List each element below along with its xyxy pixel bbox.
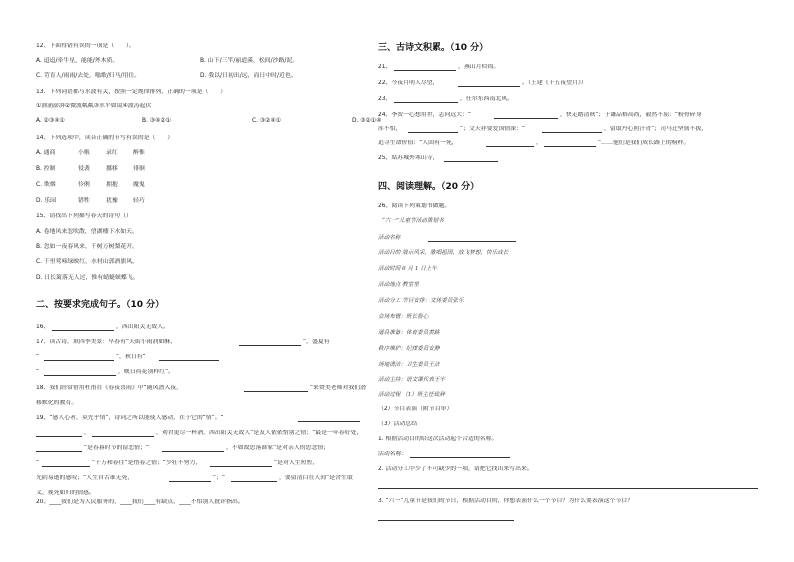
- plan-time: 活动时间 6 月 1 日上午: [378, 266, 437, 272]
- q24-line-2: 浑不怕，: [378, 126, 402, 132]
- q21-text: ，燕山月似钩。: [458, 64, 500, 70]
- q14-row-a-word-1: 小贩: [78, 150, 90, 156]
- q16-number: 16、: [36, 324, 50, 330]
- q21-blank[interactable]: [394, 70, 456, 71]
- q13-stem: 13、下列词语都与水波有关，按照一定规律排列，正确的一项是（ ）: [36, 89, 227, 95]
- q25-blank[interactable]: [444, 161, 498, 162]
- plan-process: 活动过程 （1）班主任致辞: [378, 392, 445, 398]
- q15-stem: 15、请找出下列描写春天的诗句（）: [36, 213, 132, 219]
- q22-line: 22、今夜月明人尽望，: [378, 80, 439, 86]
- q24-line-2-end: ，留取丹心照汗青”；司马迁坚韧不拔，: [604, 126, 708, 132]
- sub-q2: 2. 活动分工中少了不可缺少的一项，请把它找出来写出来。: [378, 466, 533, 472]
- q24-blank-4[interactable]: [486, 146, 534, 147]
- q19-comma: ，: [84, 430, 90, 436]
- q19-blank-2[interactable]: [36, 436, 82, 437]
- q24-line-1: 24、李贺一心想用世，志向远大：“: [378, 112, 472, 118]
- plan-clean: 场地清洁：卫生委员王洁: [378, 362, 440, 368]
- q14-row-d-label: D. 乐园: [36, 198, 57, 204]
- q25-text: 25、姑苏城外寒山寺，: [378, 155, 439, 161]
- q17-blank-2[interactable]: [44, 360, 114, 361]
- q17-line-3: ，映日荷花别样红”。: [118, 369, 175, 375]
- q18-line-2: 移默化的教育。: [36, 400, 78, 406]
- q14-row-c-word-2: 拥抱: [106, 182, 118, 188]
- q17-line-1-end: ”，盛夏有: [303, 339, 330, 345]
- q14-row-d-word-2: 犹豫: [106, 198, 118, 204]
- q19-line-4: ”千万和春住”是惜春之情；“少壮不努力，: [92, 460, 202, 466]
- plan-process-3: （3）活动总结: [378, 421, 418, 427]
- q21-number: 21、: [378, 64, 392, 70]
- q17-line-2: ”，秋日有“: [116, 354, 146, 360]
- q19-line-6: 义、视死如归的情感。: [36, 490, 95, 496]
- plan-process-2: （2）节目表演（附节目单）: [378, 406, 453, 412]
- q14-row-b-word-3: 徘徊: [133, 166, 145, 172]
- q20-text: 20、____我们是为人民服务的，____我们____有缺点，____不怕别人批评指出。: [36, 499, 244, 505]
- section-4-title: 四、阅读理解。（20 分）: [378, 182, 480, 192]
- q19-line-5-mid: ”；“: [213, 475, 225, 481]
- q19-blank-4[interactable]: [36, 451, 82, 452]
- q17-blank-4[interactable]: [44, 375, 116, 376]
- sub-q2-answer-line[interactable]: [378, 488, 758, 489]
- q19-blank-6[interactable]: [42, 466, 90, 467]
- q12-option-b: B. 山下/三竿/丽道溪，松间/沙路/泥。: [200, 58, 299, 64]
- q13-items: ①汹涌澎湃②微波粼粼③水平如镜④波涛起伏: [36, 103, 152, 109]
- q18-line-1: 18、我们经常借用杜甫在《春夜喜雨》中“随风潜入夜，: [36, 385, 183, 391]
- q19-blank-3[interactable]: [92, 436, 154, 437]
- q19-blank-7[interactable]: [210, 466, 272, 467]
- sub-q1: 1. 根据活动目的给这次活动起个合适的名称。: [378, 436, 498, 442]
- q17-line-1: 17、读古诗，填四季美景：早春有“天街小雨润如酥，: [36, 339, 177, 345]
- q13-option-b: B. ③④②①: [142, 118, 171, 124]
- q12-stem: 12、下面得错有误的一项是（ ）。: [36, 43, 135, 49]
- q15-option-a: A. 卷地风来忽吹散，望湖楼下水如天。: [36, 229, 138, 235]
- q19-line-5-end: ，要留清白在人间”是舍生取: [279, 475, 353, 481]
- q22-blank[interactable]: [458, 86, 520, 87]
- sub-q1-label: 活动名称：: [378, 451, 408, 457]
- q15-option-c: C. 千里莺啼绿映红，水村山郭酒旗风。: [36, 259, 139, 265]
- q14-row-b-word-2: 挪移: [106, 166, 118, 172]
- q24-blank-1[interactable]: [494, 118, 558, 119]
- q12-option-a: A. 迢迢/牵牛星，能能/斧木质。: [36, 58, 119, 64]
- plan-venue: 会场布置：班长鲁心: [378, 314, 429, 320]
- q13-option-d: D. ③②①④: [352, 118, 382, 124]
- q14-row-a-word-2: 录红: [106, 150, 118, 156]
- sub-q1-answer-line[interactable]: [410, 457, 510, 458]
- q16-blank[interactable]: [52, 330, 114, 331]
- q14-row-c-label: C. 欺烟: [36, 182, 56, 188]
- q14-row-a-label: A. 通商: [36, 150, 56, 156]
- plan-title: “六一”儿童节活动策划书: [382, 218, 444, 224]
- section-2-title: 二、按要求完成句子。（10 分）: [36, 300, 165, 310]
- q14-row-b-label: B. 控制: [36, 166, 56, 172]
- q14-row-c-word-1: 伶俐: [78, 182, 90, 188]
- q26-stem: 26、阅读下列策划书做题。: [378, 203, 451, 209]
- q14-row-c-word-3: 魔鬼: [133, 182, 145, 188]
- plan-name: 活动名称: [378, 235, 401, 241]
- sub-q3-answer-line[interactable]: [378, 520, 514, 521]
- q14-stem: 14、下列选项中，读音正确的节写有误的是（ ）: [36, 135, 174, 141]
- q24-blank-2[interactable]: [408, 132, 458, 133]
- section-3-title: 三、古诗文积累。（10 分）: [378, 43, 489, 53]
- q23-text: ，任尔东西南北风。: [460, 96, 514, 102]
- q23-number: 23、: [378, 96, 392, 102]
- q19-blank-9[interactable]: [231, 481, 277, 482]
- q19-line-4-quote: “: [36, 460, 40, 466]
- q14-row-b-word-1: 侵袭: [78, 166, 90, 172]
- q13-option-a: A. ②③④①: [36, 118, 65, 124]
- q18-blank[interactable]: [244, 391, 308, 392]
- q24-line-3-comma: ，: [536, 140, 542, 146]
- q17-quote-open: “: [36, 354, 40, 360]
- q19-line-3-end: ，不如故思落谁家”是对亲人的思念情；: [226, 445, 330, 451]
- q22-source: 。（王建《十五夜望月》）: [522, 80, 587, 86]
- q19-line-3: ”是春暮时节的留恋情；“: [84, 445, 150, 451]
- plan-order: 秩序维护：纪律委员安静: [378, 346, 440, 352]
- q14-row-a-word-3: 醉惟: [133, 150, 145, 156]
- q14-row-d-word-3: 轻巧: [133, 198, 145, 204]
- q23-blank[interactable]: [394, 102, 458, 103]
- q24-line-3: 追寻生命价值：“人固有一死，: [378, 140, 458, 146]
- q24-blank-3[interactable]: [542, 132, 602, 133]
- q19-line-2: ，劝君更尽一杯酒，西出阳关无故人”是友人依依惜别之情；“最是一年春好处，: [156, 430, 363, 436]
- q19-line-5: 光阴易逝的感叹；“人生自古谁无死，: [36, 475, 134, 481]
- q15-option-b: B. 忽如一夜春风来，千树万树梨花开。: [36, 244, 139, 250]
- plan-purpose: 活动目的 展示风采，歌唱祖国，放飞梦想，快乐成长: [378, 250, 509, 256]
- q17-blank-1[interactable]: [239, 345, 301, 346]
- sub-q3: 3. “六一”儿童节是我们的节日，根据活动目的，你想表演什么一个节目？为什么要表演这个节目？: [378, 498, 634, 504]
- plan-name-blank[interactable]: [428, 241, 516, 242]
- plan-roles: 活动分工 节目安排：文体委员张乐: [378, 298, 464, 304]
- q19-blank-1[interactable]: [298, 421, 360, 422]
- q12-option-c: C. 苛育人/雨雨/去处，嗡歌/归马/用住。: [36, 73, 141, 79]
- q13-option-c: C. ③②④①: [252, 118, 281, 124]
- q14-row-d-word-1: 错牲: [78, 198, 90, 204]
- q15-option-d: D. 日长篱落无人过，惟有蜻蜓蛱蝶飞。: [36, 275, 139, 281]
- q19-line-4-end: ”是对人生短暂，: [274, 460, 319, 466]
- q24-line-2-mid: ”；文天祥要爱国情深：“: [460, 126, 526, 132]
- plan-props: 道具准备：体育委员黄路: [378, 330, 440, 336]
- q12-option-d: D. 我以/日初出/远，而日中时/近也。: [200, 73, 297, 79]
- q17-blank-3[interactable]: [159, 360, 219, 361]
- q24-line-3-end: ”……他们是我们成长路上的榜样。: [598, 140, 690, 146]
- q24-line-1-end: ，快走踏清秋”；于谦品格高尚，毅然不屈：“粉骨碎身: [560, 112, 702, 118]
- q19-blank-8[interactable]: [169, 481, 211, 482]
- plan-host: 活动主持：语文课代表王宇: [378, 377, 446, 383]
- q19-line-1: 19、“感人心者，莫先乎情”，诗词之所以能使人感动，在于它的“情”。“: [36, 415, 224, 421]
- q24-blank-5[interactable]: [544, 146, 596, 147]
- q18-line-1-end: ”来赞美老师对我们潜: [310, 385, 367, 391]
- plan-place: 活动地点 教室里: [378, 282, 419, 288]
- q19-blank-5[interactable]: [162, 451, 224, 452]
- q16-text: ，西出阳关无故人。: [116, 324, 170, 330]
- q17-line-3-quote: “: [36, 369, 40, 375]
